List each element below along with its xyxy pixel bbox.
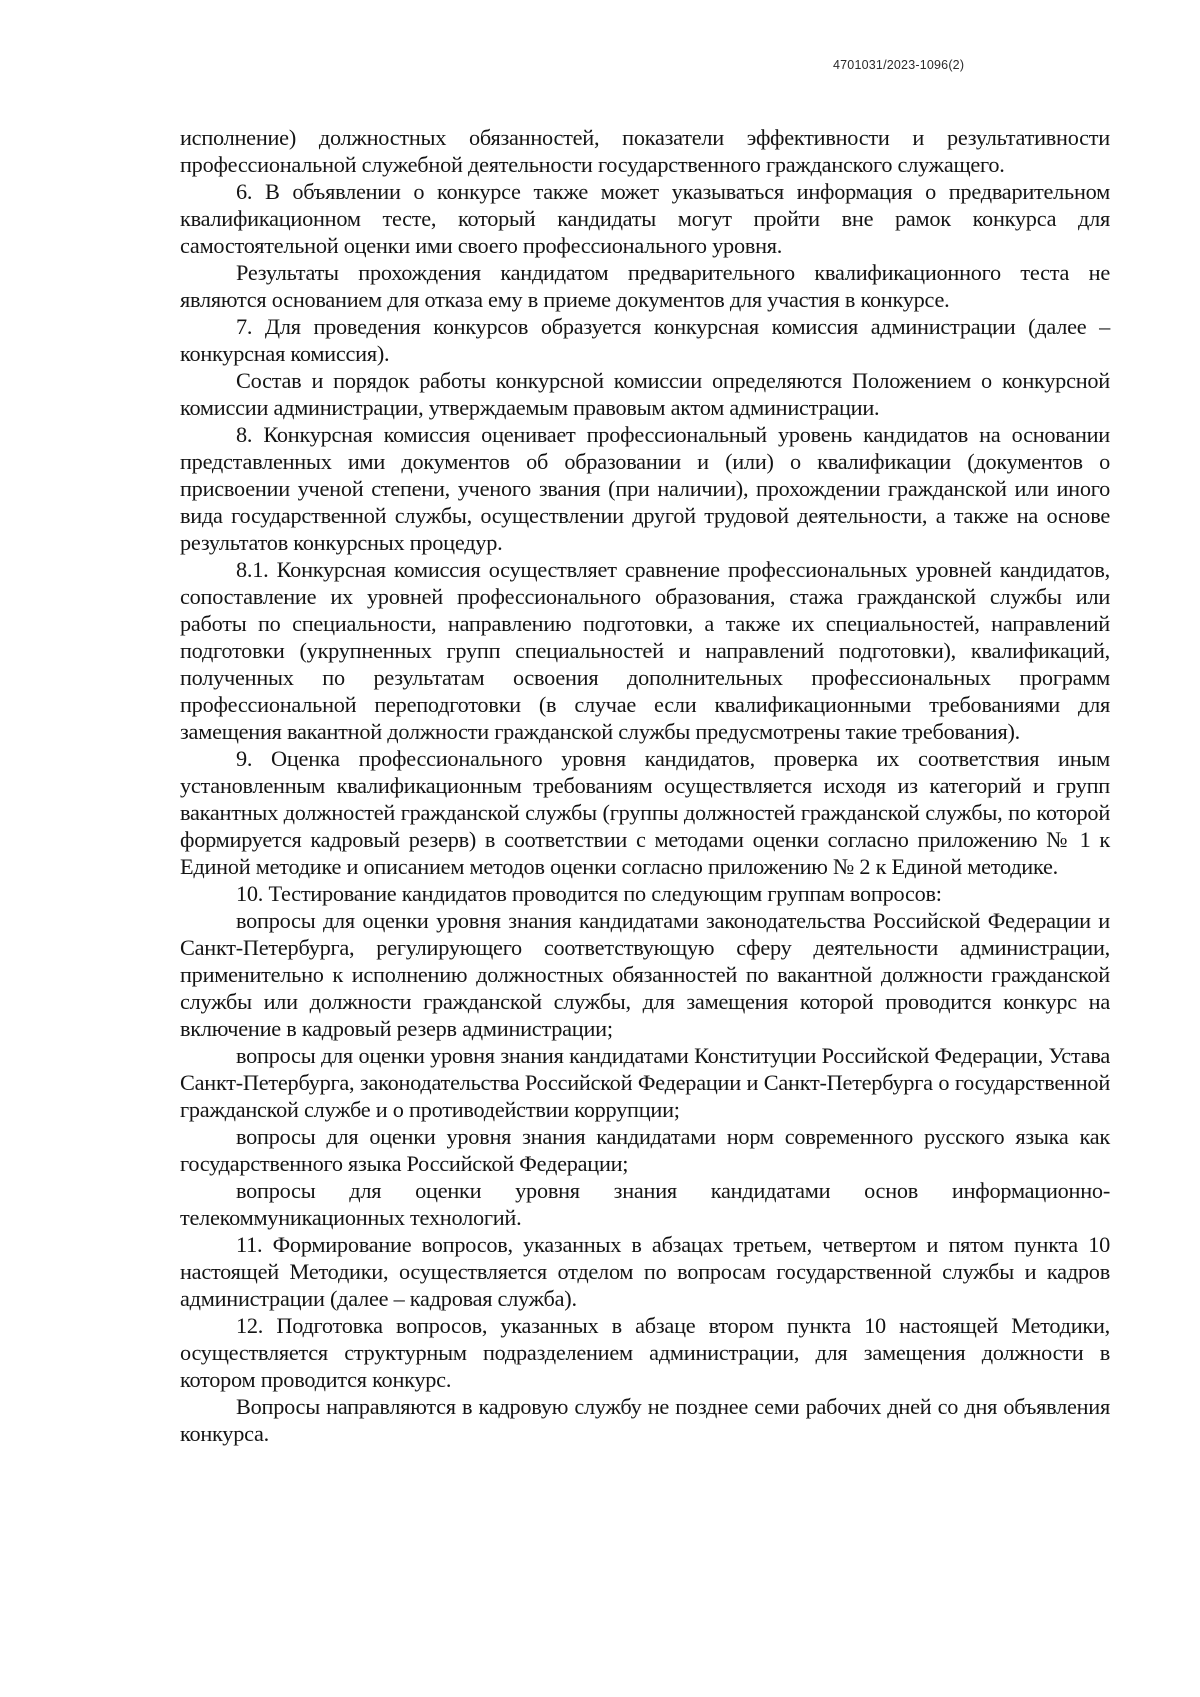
paragraph-11: 11. Формирование вопросов, указанных в абзацах третьем, четвертом и пятом пункта 10 настоящей Методики, осуществляется отделом по вопросам государственной службы и кадров администрации (далее – кадровая служба). xyxy=(180,1232,1110,1311)
paragraph-10: 10. Тестирование кандидатов проводится по следующим группам вопросов: xyxy=(236,881,942,906)
paragraph-10-item-1: вопросы для оценки уровня знания кандидатами законодательства Российской Федерации и Санкт-Петербурга, регулирующего соответствующую сферу деятельности администрации, применительно к исполнению должностных обязанностей по вакантной должности гражданской службы или должности гражданской службы, для замещения которой проводится конкурс на включение в кадровый резерв администрации; xyxy=(180,908,1110,1041)
document-id: 4701031/2023-1096(2) xyxy=(833,58,965,72)
paragraph-6: 6. В объявлении о конкурсе также может указываться информация о предварительном квалификационном тесте, который кандидаты могут пройти вне рамок конкурса для самостоятельной оценки ими своего профессионального уровня. xyxy=(180,179,1110,258)
paragraph-8: 8. Конкурсная комиссия оценивает профессиональный уровень кандидатов на основании представленных ими документов об образовании и (или) о квалификации (документов о присвоении ученой степени, ученого звания (при наличии), прохождении гражданской или иного вида государственной службы, осуществлении другой трудовой деятельности, а также на основе результатов конкурсных процедур. xyxy=(180,422,1110,555)
paragraph-12: 12. Подготовка вопросов, указанных в абзаце втором пункта 10 настоящей Методики, осуществляется структурным подразделением администрации, для замещения должности в котором проводится конкурс. xyxy=(180,1313,1110,1392)
paragraph-8-1: 8.1. Конкурсная комиссия осуществляет сравнение профессиональных уровней кандидатов, сопоставление их уровней профессионального образования, стажа гражданской службы или работы по специальности, направлению подготовки, а также их специальностей, направлений подготовки (укрупненных групп специальностей и направлений подготовки), квалификаций, полученных по результатам освоения дополнительных профессиональных программ профессиональной переподготовки (в случае если квалификационными требованиями для замещения вакантной должности гражданской службы предусмотрены такие требования). xyxy=(180,557,1110,744)
paragraph-7-composition: Состав и порядок работы конкурсной комиссии определяются Положением о конкурсной комиссии администрации, утверждаемым правовым актом администрации. xyxy=(180,368,1110,420)
paragraph-9: 9. Оценка профессионального уровня кандидатов, проверка их соответствия иным установленным квалификационным требованиям осуществляется исходя из категорий и групп вакантных должностей гражданской службы (группы должностей гражданской службы, по которой формируется кадровый резерв) в соответствии с методами оценки согласно приложению № 1 к Единой методике и описанием методов оценки согласно приложению № 2 к Единой методике. xyxy=(180,746,1110,879)
paragraph-7: 7. Для проведения конкурсов образуется конкурсная комиссия администрации (далее – конкурсная комиссия). xyxy=(180,314,1110,366)
document-body xyxy=(180,124,1110,1447)
paragraph-10-item-3: вопросы для оценки уровня знания кандидатами норм современного русского языка как государственного языка Российской Федерации; xyxy=(180,1124,1110,1176)
paragraph-10-item-2: вопросы для оценки уровня знания кандидатами Конституции Российской Федерации, Устава Санкт-Петербурга, законодательства Российской Федерации и Санкт-Петербурга о государственной гражданской службе и о противодействии коррупции; xyxy=(180,1043,1110,1122)
paragraph-12-deadline: Вопросы направляются в кадровую службу не позднее семи рабочих дней со дня объявления конкурса. xyxy=(180,1394,1110,1446)
paragraph-10-item-4: вопросы для оценки уровня знания кандидатами основ информационно-телекоммуникационных технологий. xyxy=(180,1178,1110,1230)
paragraph-continuation: исполнение) должностных обязанностей, показатели эффективности и результативности профессиональной служебной деятельности государственного гражданского служащего. xyxy=(180,125,1110,177)
paragraph-6-results: Результаты прохождения кандидатом предварительного квалификационного теста не являются основанием для отказа ему в приеме документов для участия в конкурсе. xyxy=(180,260,1110,312)
